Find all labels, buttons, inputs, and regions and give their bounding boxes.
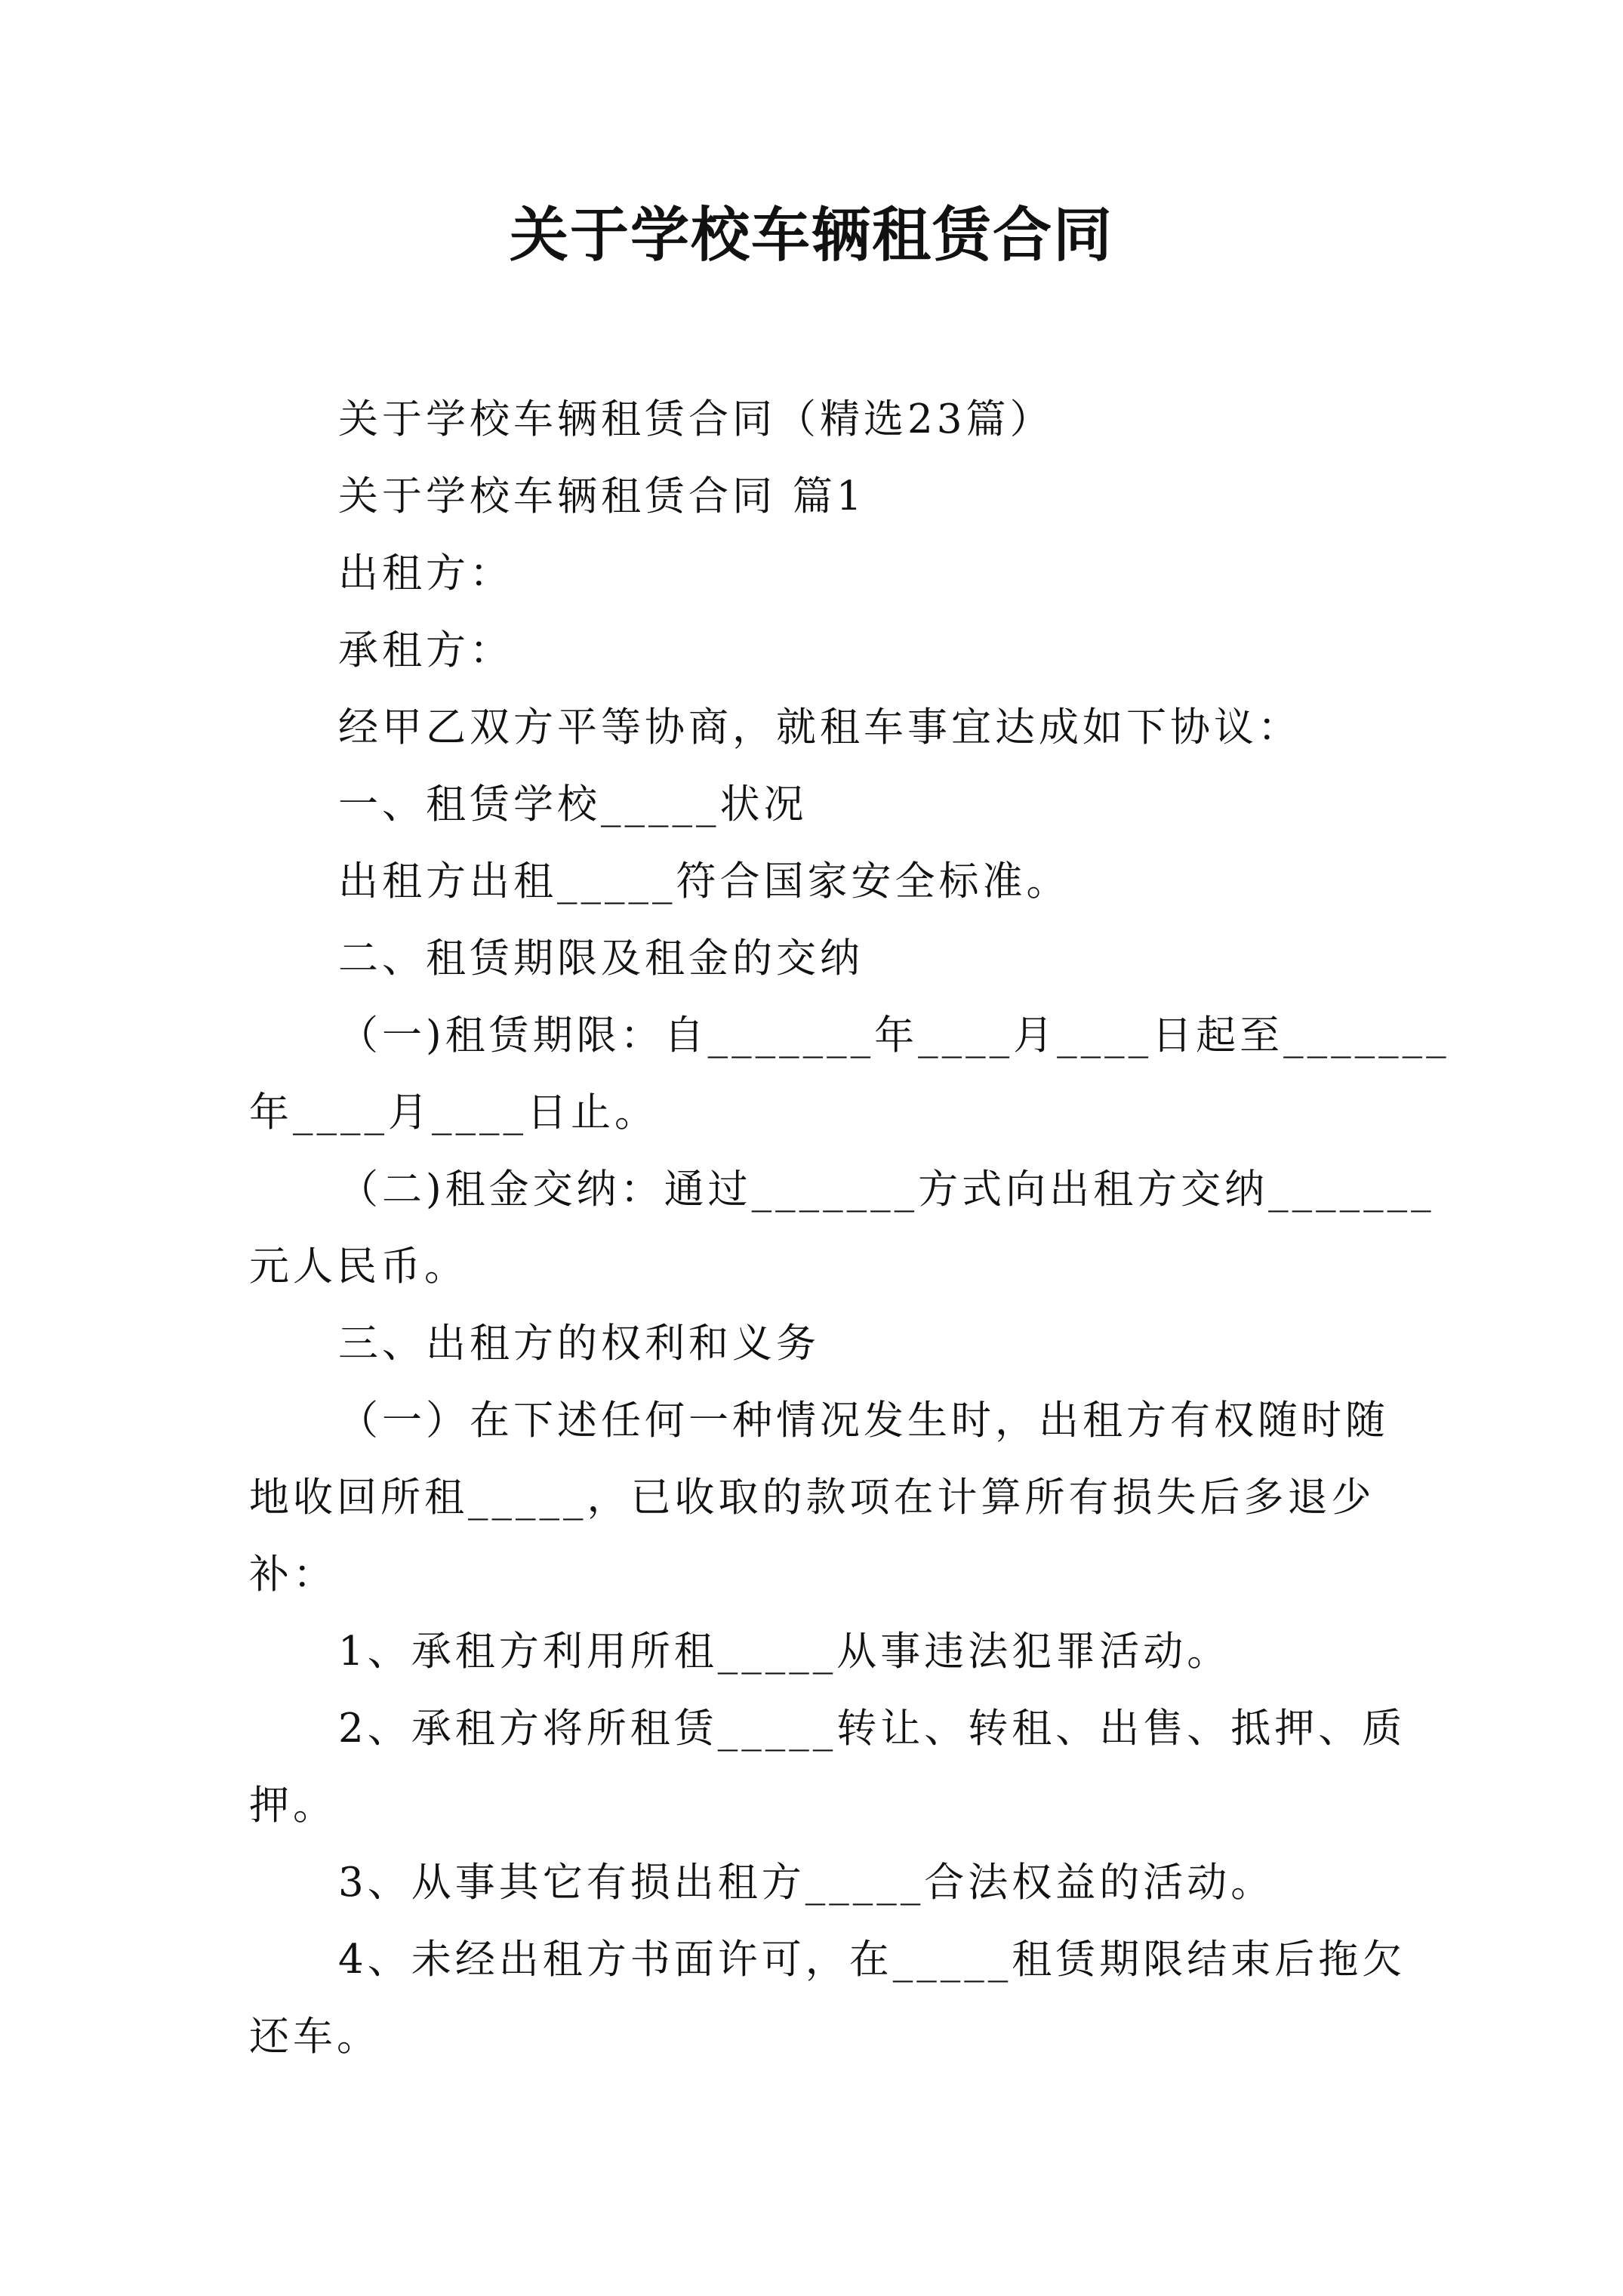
list-item-2-cont: 押。	[249, 1783, 337, 1829]
paragraph-lessee: 承租方：	[338, 627, 513, 673]
paragraph-lessor: 出租方：	[338, 550, 513, 596]
paragraph-clause-3-1: （一）在下述任何一种情况发生时，出租方有权随时随	[338, 1398, 1389, 1444]
paragraph-clause-2-heading: 二、租赁期限及租金的交纳	[338, 935, 864, 982]
paragraph-section-heading: 关于学校车辆租赁合同 篇1	[338, 473, 866, 519]
list-item-4: 4、未经出租方书面许可，在_____租赁期限结束后拖欠	[338, 1937, 1406, 1983]
paragraph-lease-term: （一)租赁期限：自_______年____月____日起至_______	[338, 1012, 1450, 1059]
list-item-4-cont: 还车。	[249, 2014, 380, 2060]
paragraph-clause-3-1-cont: 地收回所租_____，已收取的款项在计算所有损失后多退少	[249, 1475, 1375, 1521]
paragraph-clause-3-heading: 三、出租方的权利和义务	[338, 1321, 820, 1367]
paragraph-clause-3-1-cont2: 补：	[249, 1552, 337, 1598]
document-title: 关于学校车辆租赁合同	[509, 201, 1113, 270]
paragraph-preamble: 经甲乙双方平等协商，就租车事宜达成如下协议：	[338, 704, 1301, 750]
document-body	[249, 381, 1450, 2076]
list-item-1: 1、承租方利用所租_____从事违法犯罪活动。	[338, 1629, 1231, 1675]
list-item-3: 3、从事其它有损出租方_____合法权益的活动。	[338, 1860, 1275, 1906]
list-item-2: 2、承租方将所租赁_____转让、转租、出售、抵押、质	[338, 1706, 1406, 1752]
paragraph-subtitle: 关于学校车辆租赁合同（精选23篇）	[338, 396, 1054, 442]
paragraph-lease-term-cont: 年____月____日止。	[249, 1089, 658, 1136]
paragraph-rent-payment: （二)租金交纳：通过_______方式向出租方交纳_______	[338, 1166, 1435, 1213]
paragraph-rent-payment-cont: 元人民币。	[249, 1244, 468, 1290]
paragraph-clause-1-heading: 一、租赁学校_____状况	[338, 781, 808, 827]
paragraph-clause-1-text: 出租方出租_____符合国家安全标准。	[338, 858, 1070, 905]
